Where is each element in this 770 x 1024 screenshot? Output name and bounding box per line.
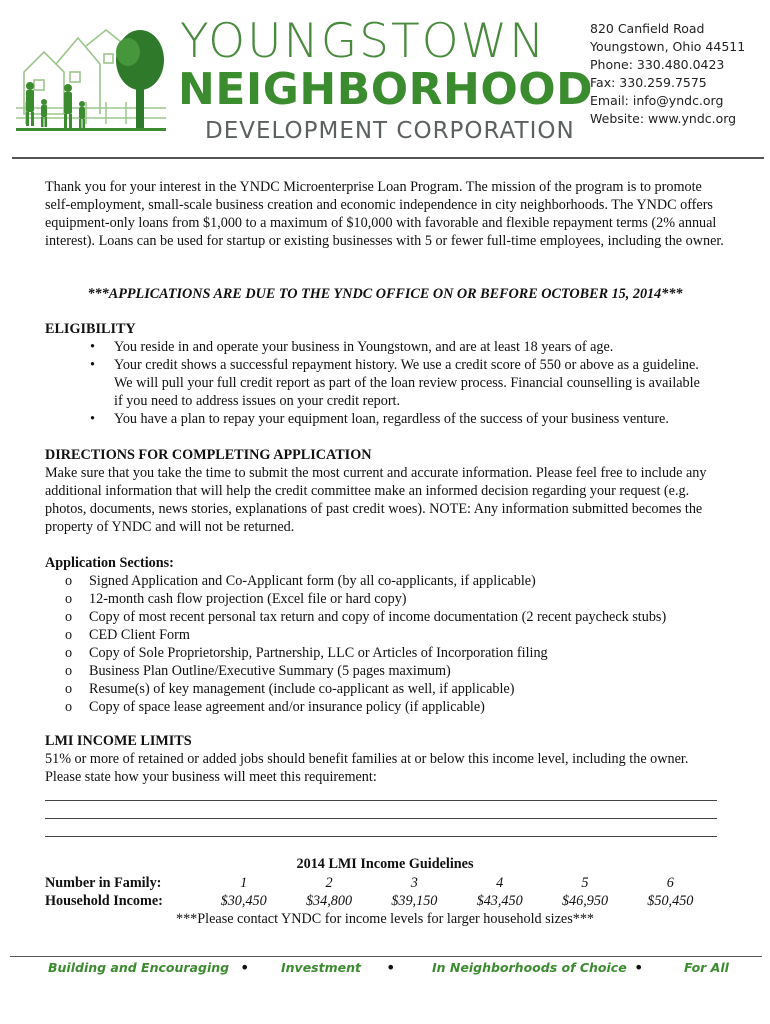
lmi-text: 51% or more of retained or added jobs should benefit families at or below this income level, including the owner. Please state how your business will meet this requirement: xyxy=(45,751,689,785)
header-divider xyxy=(12,157,764,159)
table-cell: 4 xyxy=(496,875,504,891)
table-cell: $30,450 xyxy=(220,893,267,909)
footer-item-1: Building and Encouraging xyxy=(48,960,230,975)
list-item: o Copy of Sole Proprietorship, Partnership, LLC or Articles of Incorporation filing xyxy=(65,645,548,661)
table-cell: $46,950 xyxy=(561,893,609,909)
application-sections-heading: Application Sections: xyxy=(45,555,174,571)
org-name-line2: NEIGHBORHOOD xyxy=(178,64,594,115)
footer-item-2: Investment xyxy=(281,960,361,975)
family-label: Number in Family: xyxy=(45,875,162,891)
contact-email: Email: info@yndc.org xyxy=(590,93,724,108)
lmi-income-table xyxy=(45,874,713,910)
table-cell: 5 xyxy=(581,875,589,891)
answer-line-2[interactable] xyxy=(45,818,717,819)
footer-separator: • xyxy=(634,958,644,977)
application-sections xyxy=(45,554,725,716)
application-sections-list xyxy=(65,572,725,716)
contact-website: Website: www.yndc.org xyxy=(590,111,737,126)
table-cell: $50,450 xyxy=(647,893,694,909)
list-item: o Resume(s) of key management (include co-applicant as well, if applicable) xyxy=(65,681,515,697)
table-cell: 3 xyxy=(410,875,418,891)
contact-city: Youngstown, Ohio 44511 xyxy=(590,39,746,54)
list-item: • Your credit shows a successful repayment history. We use a credit score of 550 or above as a guideline. We will pull your full credit report as part of the loan review process. Financial counselling is available if you need to address issues on your credit report. xyxy=(90,357,700,409)
footer-separator: • xyxy=(386,958,396,977)
bullet-mark: • xyxy=(90,357,95,373)
lmi-section xyxy=(45,732,725,786)
yndc-logo-graphic xyxy=(16,24,166,140)
directions-heading: DIRECTIONS FOR COMPLETING APPLICATION xyxy=(45,447,372,463)
intro-paragraph: Thank you for your interest in the YNDC Microenterprise Loan Program. The mission of the program is to promote self-employment, small-scale business creation and economic independence in city neighborhoods. The YNDC offers equipment-only loans from $1,000 to a maximum of $10,000 with favorable and flexible repayment terms (2% annual interest). Loans can be used for startup or existing businesses with 5 or fewer full-time employees, including the owner. xyxy=(45,179,724,249)
due-date-notice: ***APPLICATIONS ARE DUE TO THE YNDC OFFICE ON OR BEFORE OCTOBER 15, 2014*** xyxy=(87,286,683,302)
table-cell: $39,150 xyxy=(391,893,438,909)
table-cell: 6 xyxy=(666,875,674,891)
list-item: o CED Client Form xyxy=(65,627,190,643)
answer-line-3[interactable] xyxy=(45,836,717,837)
directions-section xyxy=(45,446,725,536)
contact-block xyxy=(590,20,745,128)
contact-address: 820 Canfield Road xyxy=(590,21,705,36)
eligibility-heading: ELIGIBILITY xyxy=(45,321,136,337)
org-name-line3: DEVELOPMENT CORPORATION xyxy=(205,118,575,144)
bullet-mark: • xyxy=(90,411,95,427)
list-item: o Copy of most recent personal tax return and copy of income documentation (2 recent paycheck stubs) xyxy=(65,609,667,625)
org-name-line1: YOUNGSTOWN xyxy=(180,14,547,69)
footer-separator: • xyxy=(240,958,250,977)
bullet-mark: • xyxy=(90,339,95,355)
contact-fax: Fax: 330.259.7575 xyxy=(590,75,707,90)
answer-line-1[interactable] xyxy=(45,800,717,801)
list-item: o 12-month cash flow projection (Excel file or hard copy) xyxy=(65,591,407,607)
footer-item-4: For All xyxy=(684,960,729,975)
table-cell: 1 xyxy=(240,875,248,891)
lmi-heading: LMI INCOME LIMITS xyxy=(45,733,192,749)
table-row xyxy=(45,892,713,910)
directions-text: Make sure that you take the time to submit the most current and accurate information. Please feel free to include any additional information that will help the credit committee make an informed decision regarding your request (e.g. photos, documents, news stories, explanations of past credit woes). NOTE: Any information submitted becomes the property of YNDC and will not be returned. xyxy=(45,465,707,535)
list-item: o Business Plan Outline/Executive Summary (5 pages maximum) xyxy=(65,663,451,679)
footer-divider xyxy=(10,956,762,957)
table-cell: $43,450 xyxy=(476,893,523,909)
footer-item-3: In Neighborhoods of Choice xyxy=(432,960,627,975)
list-item: o Copy of space lease agreement and/or insurance policy (if applicable) xyxy=(65,699,485,715)
table-cell: $34,800 xyxy=(305,893,353,909)
eligibility-section xyxy=(45,320,725,428)
eligibility-list xyxy=(90,338,710,428)
list-item: • You have a plan to repay your equipment loan, regardless of the success of your business venture. xyxy=(90,411,669,427)
table-cell: 2 xyxy=(325,875,333,891)
table-row xyxy=(45,874,713,892)
contact-phone: Phone: 330.480.0423 xyxy=(590,57,725,72)
list-item: • You reside in and operate your business in Youngstown, and are at least 18 years of age. xyxy=(90,339,614,355)
lmi-table-title: 2014 LMI Income Guidelines xyxy=(296,856,474,872)
income-label: Household Income: xyxy=(45,893,163,909)
lmi-note: ***Please contact YNDC for income levels for larger household sizes*** xyxy=(175,911,595,927)
list-item: o Signed Application and Co-Applicant form (by all co-applicants, if applicable) xyxy=(65,573,536,589)
